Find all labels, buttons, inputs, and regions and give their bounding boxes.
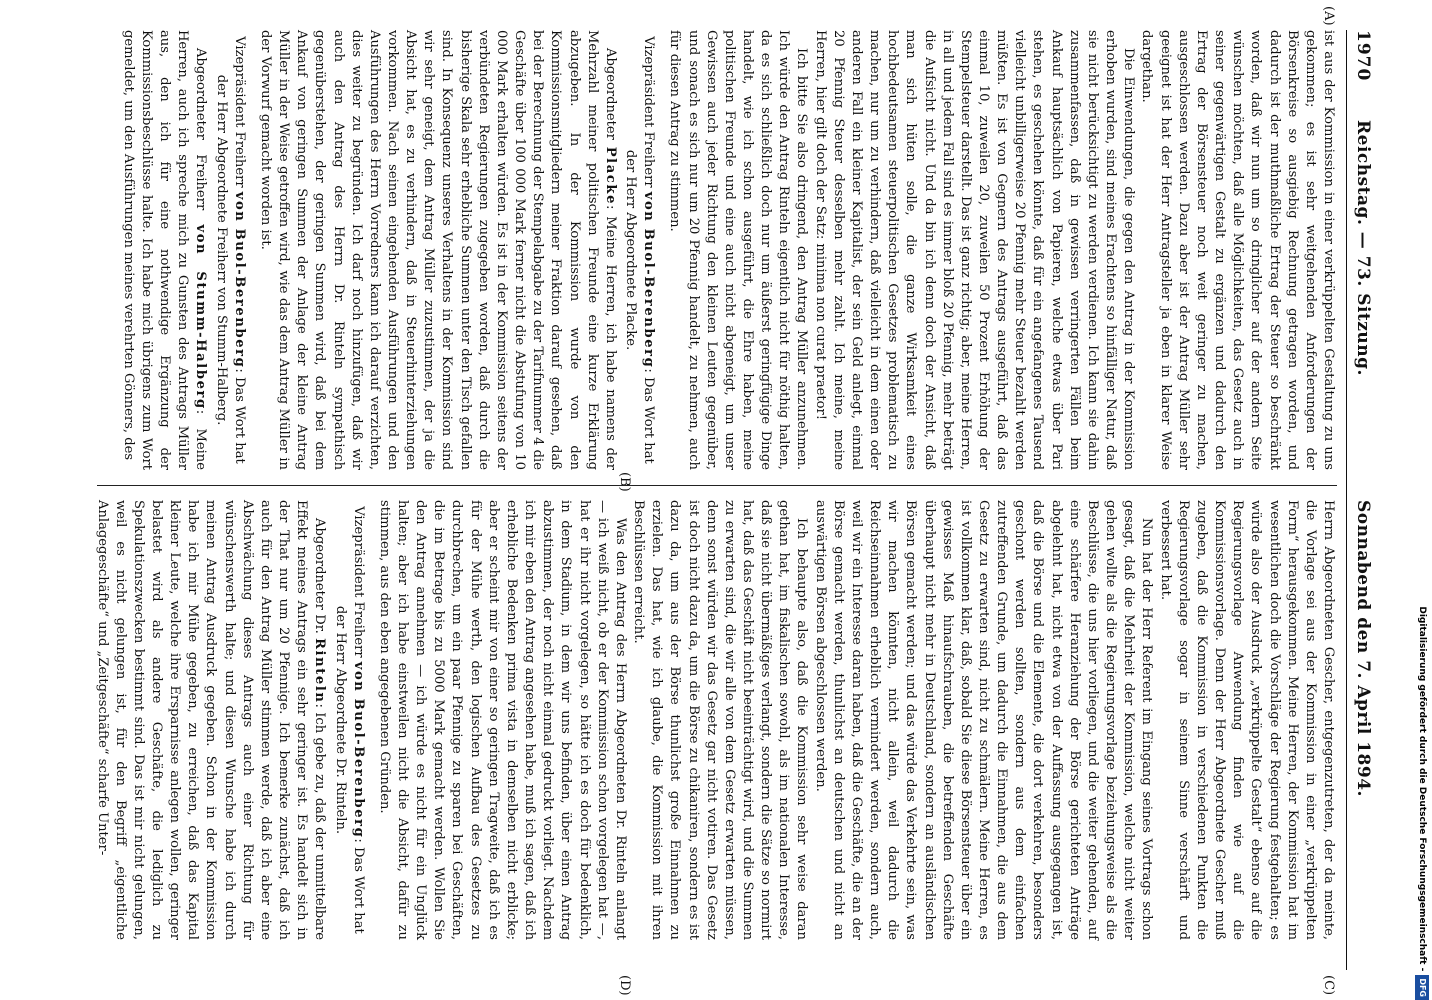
paragraph: Ich bitte Sie also dringend, den Antrag Müller anzunehmen. Ich würde den Antrag Rinteln eigentlich nicht für nöthig halten, da es sich schließlich doch nur um äußerst geringfügige Dinge handelt, wie ich schon ausgeführt, die Ehre haben, meine politischen Freunde und eine auch nicht abgeneigt, um unser Gewissen auch jeder Richtung den kleinen Leuten gegenüber, und sonach es sich nur um 20 Pfennig handelt, zu nehmen, auch für diesen Antrag zu stimmen. — [667, 30, 810, 470]
paragraph: Ich behaupte also, daß die Kommission sehr weise daran gethan hat, im fiskalischen sowohl, als im nationalen Interesse, daß sie nicht übermäßiges verlangt, sondern die Sätze so normirt hat, daß das Geschäft nicht beeinträchtigt wird, und die Summen zu erwarten sind, die wir alle von dem Gesetz erwarten müssen, denn sonst würden wir das Gesetz gar nicht votiren. Das Gesetz ist doch nicht dazu da, um die Börse zu chikaniren, sondern es ist dazu da, um aus der Börse thunlichst große Einnahmen zu erzielen. Das hat, wie ich glaube, die Kommission mit ihren Beschlüssen erreicht. — [631, 500, 810, 940]
paragraph: Was den Antrag des Herrn Abgeordneten Dr. Rinteln anlangt — ich weiß nicht, ob er der Kommission schon vorgelegen hat —, hat er ihr nicht vorgelegen, so hätte ich es doch für bedenklich, in dem Stadium, in dem wir uns befinden, über einen Antrag abzustimmen, der noch nicht einmal gedruckt vorliegt. Nachdem ich mir eben den Antrag angesehen habe, muß ich sagen, daß ich erhebliche Bedenken prima vista in demselben nicht erblicke; aber er scheint mir von einer so geringen Tragweite, daß ich es für der Mühe werth, den logischen Aufbau des Gesetzes zu durchbrechen, um ein paar Pfennige zu sparen bei Geschäften, die im Betrage bis zu 5000 Mark gemacht werden. Wollen Sie den Antrag annehmen — ich würde es nicht für ein Unglück halten; aber ich habe einstweilen nicht die Absicht, dafür zu stimmen, aus den eben angegebenen Gründen. — [376, 500, 628, 940]
speaker-announcement: Vizepräsident Freiherr von Buol-Berenberg: Das Wort hat der Herr Abgeordnete Freiherr von Stumm-Halberg. — [213, 36, 247, 464]
paragraph: ist aus der Kommission in einer verkrüppelten Gestaltung zu uns gekommen; es ist sehr weitgehenden Anforderungen der Börsenkreise so ausgiebig Rechnung getragen worden, und dadurch ist der muthmaßliche Ertrag der Steuer so beschränkt worden, daß wir nun um so dringlicher auf der andern Seite wünschen möchten, daß alle Möglichkeiten, das Gesetz auch in seiner gegenwärtigen Gestalt zu ergänzen und dadurch den Ertrag der Börsensteuer noch weit geringer zu machen, ausgeschlossen werden. Dazu aber ist der Antrag Müller sehr geeignet ist hat der Herr Antragsteller ja eben in klarer Weise dargethan. — [1139, 30, 1336, 470]
digitization-note-text — [1412, 0, 1432, 1000]
paragraph: Abgeordneter Dr. Rinteln: Ich gebe zu, daß der unmittelbare Effekt meines Antrags ein sehr geringer ist. Es handelt sich in der That nur um 20 Pfennige. Ich bemerke zunächst, daß ich auch für den Antrag Müller stimmen werde, daß ich aber eine Abschwächung dieses Antrags auch einer Richtung für wünschenswerth halte; und diesen Wunsche habe ich durch meinen Antrag Ausdruck gegeben. Schon in der Kommission habe ich mir Mühe gegeben, zu erreichen, daß das Kapital kleiner Leute, welche ihre Ersparnisse anlegen wollen, geringer belastet wird als andere Geschäfte, die lediglich zu Spekulationszwecken bestimmt sind. Das ist mir nicht gelungen, weil es nicht gelungen ist, für den Begriff „eigentliche Anlagegeschäfte“ und „Zeitgeschäfte“ scharfe Unter- — [94, 500, 328, 941]
column-divider — [97, 485, 1337, 486]
dfg-logo: DFG — [1415, 975, 1429, 1000]
right-column — [94, 500, 1337, 941]
paragraph: Abgeordneter Placke: Meine Herren, ich habe namens der Mehrzahl meiner politischen Freunde eine kurze Erklärung abzugeben. In der Kommission wurde von den Kommissionsmitgliedern meiner Fraktion darauf gesehen, daß bei der Berechnung der Stempelabgabe zu der Tarifnummer 4 die Geschäfte über 100 000 Mark ferner nicht die Abstufung von 10 000 Mark erhalten würden. Es ist in der Kommission seitens der verbündeten Regierungen zugegeben worden, daß durch die bisherige Skala sehr erhebliche Summen unter den Tisch gefallen sind. In Konsequenz unseres Verhaltens in der Kommission sind wir sehr geneigt, dem Antrag Müller zuzustimmen, der ja die Absicht hat, es zu verhindern, daß in Steuerhinterziehungen vorkommen. Nach seinen eingehenden Ausführungen und den Ausführungen des Herrn Vorredners kann ich darauf verzichten, dies weiter zu begründen. Ich darf noch hinzufügen, daß wir auch den Antrag des Herrn Dr. Rinteln sympathisch gegenüberstehen, der geringen Summen wird, daß bei dem Ankauf von geringen Summen der Anlage der kleine Antrag Müller in der Weise getroffen wird, wie das dem Antrag Müller in der Vorwurf gemacht worden ist. — [257, 30, 618, 470]
page-header — [1346, 30, 1377, 970]
margin-marker-d: (D) — [617, 975, 632, 996]
paragraph: Nun hat der Herr Referent im Eingang seines Vortrags schon gesagt, daß die Mehrheit der Kommission, welche nicht weiter gehen wollte als die Regierungsvorlage beziehungsweise als die Beschlüsse, die uns hier vorliegen, und die weiter gehenden, auf eine schärfere Heranziehung der Börse gerichteten Anträge abgelehnt hat, nicht etwa von der Auffassung ausgegangen ist, daß die Börse und die Elemente, die dort verkehren, besonders geschont werden sollten, sondern aus dem einfachen zutreffenden Grunde, um dadurch die Einnahmen, die aus dem Gesetz zu erwarten sind, nicht zu schmälern. Meine Herren, es ist vollkommen klar, daß, sobald Sie diese Börsensteuer über ein gewisses Maß hinaufschrauben, die betreffenden Geschäfte überhaupt nicht mehr in Deutschland, sondern an ausländischen Börsen gemacht werden; und das würde das Verkehrte sein, was wir machen könnten, nicht allein, weil dadurch die Reichseinnahmen erheblich vermindert werden, sondern auch, weil wir ein Interesse daran haben, daß die Geschäfte, die an der Börse gemacht werden, thunlichst an deutschen und nicht an auswärtigen Börsen abgeschlossen werden. — [812, 500, 1155, 940]
header-left-title: Reichstag. — 73. Sitzung. — [1353, 120, 1373, 376]
speaker-name: Placke — [602, 146, 618, 206]
speaker-announcement: Vizepräsident Freiherr von Buol-Berenberg: Das Wort hat der Herr Abgeordnete Dr. Rinteln. — [332, 506, 366, 934]
speaker-name: von Buol-Berenberg — [641, 191, 657, 369]
speaker-announcement: Vizepräsident Freiherr von Buol-Berenberg: Das Wort hat der Herr Abgeordnete Placke. — [623, 36, 657, 464]
left-column — [97, 30, 1337, 470]
speaker-name: von Stumm-Halberg — [193, 224, 209, 410]
speaker-name: Rinteln — [312, 638, 328, 704]
paragraph: Herrn Abgeordneten Gescher, entgegenzutreten, der da meinte, die Vorlage sei aus der Kommission in einer „verkrüppelten Form“ herausgekommen. Meine Herren, der Kommission hat im wesentlichen doch die Vorschläge der Regierung festgehalten; es würde also der Ausdruck „verkrüppelte Gestalt“ ebenso auf die Regierungsvorlage Anwendung finden wie auf die Kommissionsvorlage. Denn der Herr Abgeordnete Gescher muß zugeben, daß die Kommission in verschiedenen Punkten die Regierungsvorlage sogar in seinem Sinne verschärft und verbessert hat. — [1157, 500, 1336, 940]
header-right-title: Sonnabend den 7. April 1894. — [1353, 500, 1373, 797]
paragraph: Abgeordneter Freiherr von Stumm-Halberg: Meine Herren, auch ich spreche mich zu Gunsten des Antrags Müller aus, den ich für eine nothwendige Ergänzung der Kommissionsbeschlüsse halte. Ich habe mich übrigens zum Wort gemeldet, um den Ausführungen meines verehrten Gönners, des — [120, 30, 209, 470]
margin-marker-a: (A) — [1321, 6, 1336, 26]
margin-marker-b: (B) — [617, 472, 632, 492]
paragraph: Die Einwendungen, die gegen den Antrag in der Kommission erhoben wurden, sind meines Erachtens so hinfälliger Natur, daß sie nicht berücksichtigt zu werden verdienen. Ich kann sie dahin zusammenfassen, daß in gewissen verringerten Fällen beim Ankauf hauptsächlich von Papieren, welche etwas über Pari stehen, es geschehen könnte, daß für ein angefangenes Tausend vielleicht unbilligerweise 20 Pfennig mehr Steuer bezahlt werden müßten. Es ist von Gegnern des Antrags ausgeführt, daß das einmal 10, zuweilen 20, zuweilen 50 Prozent Erhöhung der Stempelsteuer darstellt. Das ist ganz richtig; aber, meine Herren, in all und jedem Fall sind es immer bloß 20 Pfennig, mehr beträgt die Aufsicht nicht. Und da bin ich denn doch der Ansicht, daß man sich hüten solle, die ganze Wirksamkeit eines hochbedeutsamen steuerpolitischen Gesetzes problematisch zu machen, nur um zu verhindern, daß vielleicht in dem einen oder anderen Fall ein kleiner Kapitalist, der sein Geld anlegt, einmal 20 Pfennig Steuer desselben mehr zahlt. Ich meine, meine Herren, hier gilt doch der Satz: minima non curat praetor! — [812, 30, 1137, 470]
speaker-name: von Buol-Berenberg — [350, 661, 366, 839]
margin-marker-c: (C) — [1321, 975, 1336, 996]
digitization-note — [1412, 0, 1432, 1000]
digitization-credit: Digitalisierung gefördert durch die Deutsche Forschungsgemeinschaft - — [1417, 606, 1427, 972]
page-number: 1970 — [1353, 30, 1373, 82]
speaker-name: von Buol-Berenberg — [231, 191, 247, 369]
